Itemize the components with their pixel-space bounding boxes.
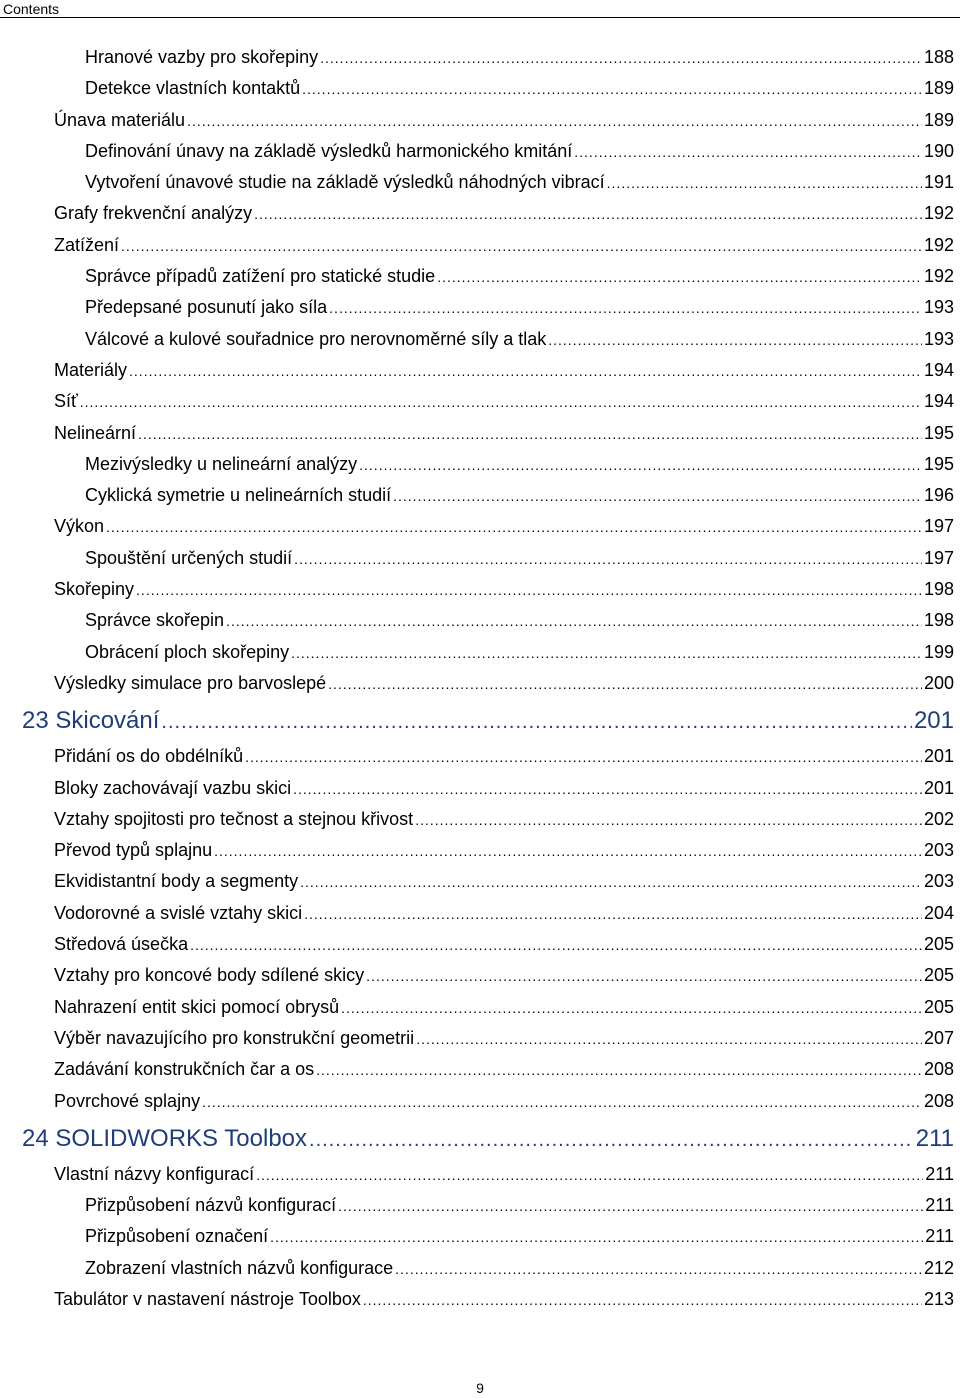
toc-entry[interactable] bbox=[0, 605, 954, 636]
toc-entry-page: 203 bbox=[923, 871, 954, 892]
toc-chapter-entry[interactable] bbox=[0, 1119, 954, 1159]
toc-entry[interactable] bbox=[0, 1159, 954, 1190]
toc-entry[interactable] bbox=[0, 292, 954, 323]
toc-entry-title: Výběr navazujícího pro konstrukční geometrii bbox=[54, 1027, 415, 1048]
toc-entry-title: Síť bbox=[54, 391, 78, 412]
toc-entry-title: Spouštění určených studií bbox=[85, 547, 293, 568]
dot-leader bbox=[574, 137, 922, 167]
toc-entry[interactable] bbox=[0, 1284, 954, 1315]
toc-entry-title: Přidání os do obdélníků bbox=[54, 746, 244, 767]
toc-entry-title: Vztahy spojitosti pro tečnost a stejnou křivost bbox=[54, 808, 414, 829]
toc-entry[interactable] bbox=[0, 960, 954, 991]
toc-entry-title: Detekce vlastních kontaktů bbox=[85, 78, 301, 99]
toc-entry-page: 201 bbox=[923, 777, 954, 798]
dot-leader bbox=[416, 1024, 922, 1054]
toc-entry-title: Bloky zachovávají vazbu skici bbox=[54, 777, 292, 798]
toc-entry[interactable] bbox=[0, 355, 954, 386]
toc-entry[interactable] bbox=[0, 105, 954, 136]
dot-leader bbox=[437, 262, 922, 292]
toc-entry-title: Definování únavy na základě výsledků harmonického kmitání bbox=[85, 140, 573, 161]
toc-entry[interactable] bbox=[0, 136, 954, 167]
toc-entry[interactable] bbox=[0, 261, 954, 292]
toc-entry[interactable] bbox=[0, 449, 954, 480]
toc-entry-page: 213 bbox=[923, 1288, 954, 1309]
dot-leader bbox=[302, 74, 922, 104]
toc-entry-title: Výsledky simulace pro barvoslepé bbox=[54, 672, 327, 693]
toc-entry[interactable] bbox=[0, 804, 954, 835]
toc-entry-page: 200 bbox=[923, 672, 954, 693]
toc-entry-title: Vlastní názvy konfigurací bbox=[54, 1163, 255, 1184]
toc-entry[interactable] bbox=[0, 1086, 954, 1117]
dot-leader bbox=[138, 419, 922, 449]
toc-entry-title: Přizpůsobení názvů konfigurací bbox=[85, 1195, 337, 1216]
toc-entry-page: 194 bbox=[923, 359, 954, 380]
dot-leader bbox=[304, 899, 922, 929]
toc-entry[interactable] bbox=[0, 167, 954, 198]
toc-entry-title: Mezivýsledky u nelineární analýzy bbox=[85, 453, 358, 474]
toc-entry-page: 208 bbox=[923, 1059, 954, 1080]
toc-entry-page: 211 bbox=[925, 1163, 954, 1184]
dot-leader bbox=[309, 1120, 914, 1159]
toc-entry-page: 197 bbox=[923, 547, 954, 568]
toc-entry[interactable] bbox=[0, 992, 954, 1023]
dot-leader bbox=[80, 387, 922, 417]
page-number: 9 bbox=[476, 1380, 484, 1396]
toc-entry-page: 201 bbox=[923, 746, 954, 767]
dot-leader bbox=[607, 168, 922, 198]
dot-leader bbox=[328, 669, 922, 699]
toc-entry-page: 198 bbox=[923, 610, 954, 631]
toc-entry[interactable] bbox=[0, 543, 954, 574]
toc-entry-title: Tabulátor v nastavení nástroje Toolbox bbox=[54, 1288, 361, 1309]
toc-entry-page: 191 bbox=[923, 172, 954, 193]
toc-entry[interactable] bbox=[0, 1221, 954, 1252]
toc-entry[interactable] bbox=[0, 741, 954, 772]
toc-entry-page: 193 bbox=[923, 328, 954, 349]
dot-leader bbox=[136, 575, 922, 605]
toc-entry[interactable] bbox=[0, 637, 954, 668]
toc-entry-title: Nahrazení entit skici pomocí obrysů bbox=[54, 996, 340, 1017]
toc-entry-title: Cyklická symetrie u nelineárních studií bbox=[85, 485, 392, 506]
dot-leader bbox=[395, 1254, 922, 1284]
toc-entry[interactable] bbox=[0, 574, 954, 605]
dot-leader bbox=[214, 836, 922, 866]
dot-leader bbox=[366, 961, 922, 991]
dot-leader bbox=[329, 293, 922, 323]
toc-entry[interactable] bbox=[0, 198, 954, 229]
toc-entry-title: Zatížení bbox=[54, 234, 120, 255]
toc-entry-page: 190 bbox=[923, 140, 954, 161]
toc-entry-page: 189 bbox=[923, 109, 954, 130]
toc-entry[interactable] bbox=[0, 866, 954, 897]
toc-entry[interactable] bbox=[0, 42, 954, 73]
dot-leader bbox=[187, 106, 922, 136]
toc-entry-title: Skořepiny bbox=[54, 579, 135, 600]
toc-entry-title: Ekvidistantní body a segmenty bbox=[54, 871, 299, 892]
toc-entry[interactable] bbox=[0, 511, 954, 542]
dot-leader bbox=[293, 774, 922, 804]
toc-entry-page: 211 bbox=[925, 1226, 954, 1247]
toc-entry-page: 205 bbox=[923, 996, 954, 1017]
toc-entry-page: 192 bbox=[923, 234, 954, 255]
toc-entry[interactable] bbox=[0, 929, 954, 960]
dot-leader bbox=[300, 867, 922, 897]
toc-entry-page: 205 bbox=[923, 965, 954, 986]
dot-leader bbox=[256, 1160, 923, 1190]
toc-entry-page: 211 bbox=[925, 1195, 954, 1216]
toc-entry-page: 192 bbox=[923, 203, 954, 224]
dot-leader bbox=[294, 544, 922, 574]
toc-entry-page: 212 bbox=[923, 1257, 954, 1278]
toc-entry[interactable] bbox=[0, 480, 954, 511]
toc-entry-title: Únava materiálu bbox=[54, 109, 186, 130]
toc-entry[interactable] bbox=[0, 386, 954, 417]
dot-leader bbox=[106, 512, 922, 542]
dot-leader bbox=[254, 199, 922, 229]
toc-entry-page: 195 bbox=[923, 422, 954, 443]
toc-entry-title: Povrchové splajny bbox=[54, 1090, 201, 1111]
dot-leader bbox=[121, 231, 922, 261]
toc-entry-page: 203 bbox=[923, 840, 954, 861]
toc-entry[interactable] bbox=[0, 668, 954, 699]
toc-entry-title: Správce skořepin bbox=[85, 610, 225, 631]
toc-entry-page: 207 bbox=[923, 1027, 954, 1048]
toc-entry-title: Válcové a kulové souřadnice pro nerovnoměrné síly a tlak bbox=[85, 328, 547, 349]
toc-entry[interactable] bbox=[0, 773, 954, 804]
toc-entry-title: Převod typů splajnu bbox=[54, 840, 213, 861]
toc-entry-page: 204 bbox=[923, 902, 954, 923]
dot-leader bbox=[270, 1222, 923, 1252]
toc-entry-title: Hranové vazby pro skořepiny bbox=[85, 47, 319, 67]
toc-entry-title: Obrácení ploch skořepiny bbox=[85, 641, 290, 662]
dot-leader bbox=[548, 325, 922, 355]
toc-entry-title: Přizpůsobení označení bbox=[85, 1226, 269, 1247]
toc-entry-title: Materiály bbox=[54, 359, 128, 380]
dot-leader bbox=[341, 993, 922, 1023]
toc-entry-title: Předepsané posunutí jako síla bbox=[85, 297, 328, 318]
toc-entry-title: 23 Skicování bbox=[22, 707, 160, 735]
toc-entry-page: 188 bbox=[923, 47, 954, 67]
dot-leader bbox=[363, 1285, 922, 1315]
toc-entry-page: 208 bbox=[923, 1090, 954, 1111]
toc-entry[interactable] bbox=[0, 1023, 954, 1054]
dot-leader bbox=[291, 638, 922, 668]
toc-entry[interactable] bbox=[0, 1054, 954, 1085]
dot-leader bbox=[316, 1055, 922, 1085]
page-header bbox=[0, 0, 960, 18]
toc-entry[interactable] bbox=[0, 418, 954, 449]
toc-entry[interactable] bbox=[0, 835, 954, 866]
dot-leader bbox=[393, 481, 922, 511]
toc-entry-page: 197 bbox=[923, 516, 954, 537]
toc-entry-page: 193 bbox=[923, 297, 954, 318]
toc-entry-title: Nelineární bbox=[54, 422, 137, 443]
dot-leader bbox=[190, 930, 922, 960]
toc-entry-title: Zadávání konstrukčních čar a os bbox=[54, 1059, 315, 1080]
toc-entry-title: 24 SOLIDWORKS Toolbox bbox=[22, 1124, 308, 1152]
toc-entry-page: 205 bbox=[923, 934, 954, 955]
toc-entry-page: 199 bbox=[923, 641, 954, 662]
toc-entry-page: 195 bbox=[923, 453, 954, 474]
toc-entry-title: Výkon bbox=[54, 516, 105, 537]
toc-entry-page: 192 bbox=[923, 266, 954, 287]
toc-chapter-entry[interactable] bbox=[0, 701, 954, 741]
header-title: Contents bbox=[3, 1, 60, 17]
dot-leader bbox=[320, 43, 922, 73]
dot-leader bbox=[359, 450, 922, 480]
toc-entry-title: Grafy frekvenční analýzy bbox=[54, 203, 253, 224]
toc-entry-page: 196 bbox=[923, 485, 954, 506]
toc-entry-title: Zobrazení vlastních názvů konfigurace bbox=[85, 1257, 394, 1278]
toc-entry-title: Vytvoření únavové studie na základě výsledků náhodných vibrací bbox=[85, 172, 605, 193]
dot-leader bbox=[415, 805, 922, 835]
dot-leader bbox=[161, 702, 912, 741]
toc-entry-page: 202 bbox=[923, 808, 954, 829]
toc-entry-title: Vodorovné a svislé vztahy skici bbox=[54, 902, 303, 923]
toc-entry[interactable] bbox=[0, 324, 954, 355]
toc-entry-page: 194 bbox=[923, 391, 954, 412]
dot-leader bbox=[226, 606, 922, 636]
toc-entry[interactable] bbox=[0, 73, 954, 104]
toc-entry[interactable] bbox=[0, 230, 954, 261]
table-of-contents bbox=[0, 42, 960, 1315]
toc-entry[interactable] bbox=[0, 898, 954, 929]
toc-entry-page: 201 bbox=[913, 707, 954, 735]
dot-leader bbox=[245, 742, 922, 772]
toc-entry-page: 211 bbox=[915, 1124, 954, 1152]
toc-entry-page: 198 bbox=[923, 579, 954, 600]
dot-leader bbox=[202, 1087, 922, 1117]
toc-entry-title: Vztahy pro koncové body sdílené skicy bbox=[54, 965, 365, 986]
toc-entry-title: Středová úsečka bbox=[54, 934, 189, 955]
dot-leader bbox=[338, 1191, 923, 1221]
toc-entry[interactable] bbox=[0, 1190, 954, 1221]
toc-entry[interactable] bbox=[0, 1253, 954, 1284]
dot-leader bbox=[129, 356, 922, 386]
toc-entry-title: Správce případů zatížení pro statické studie bbox=[85, 266, 436, 287]
toc-entry-page: 189 bbox=[923, 78, 954, 99]
